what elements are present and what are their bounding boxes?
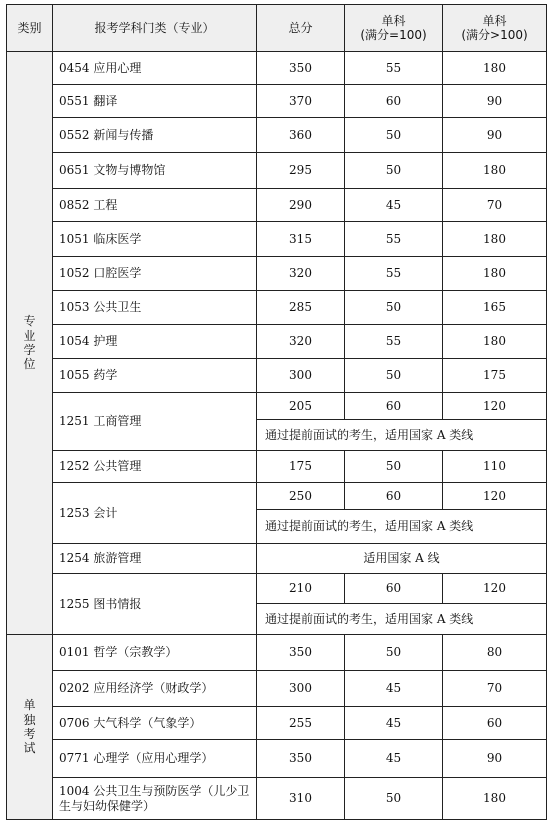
table-row bbox=[7, 707, 547, 740]
total-cell: 350 bbox=[257, 635, 345, 671]
single-gt100-cell: 180 bbox=[443, 52, 547, 85]
total-cell: 250 bbox=[257, 483, 345, 510]
category-char: 考 bbox=[23, 727, 36, 741]
header-single-le100 bbox=[345, 5, 443, 52]
single-le100-cell: 55 bbox=[345, 325, 443, 359]
table-row bbox=[7, 85, 547, 118]
major-cell: 1251 工商管理 bbox=[53, 393, 257, 451]
table-row bbox=[7, 189, 547, 222]
single-gt100-cell: 180 bbox=[443, 222, 547, 257]
note-cell: 通过提前面试的考生，适用国家 A 类线 bbox=[257, 510, 547, 544]
table-body bbox=[7, 52, 547, 820]
major-cell: 0454 应用心理 bbox=[53, 52, 257, 85]
single-gt100-cell: 120 bbox=[443, 574, 547, 604]
major-cell: 1055 药学 bbox=[53, 359, 257, 393]
category-cell bbox=[7, 52, 53, 635]
category-char: 试 bbox=[23, 741, 36, 756]
total-cell: 285 bbox=[257, 291, 345, 325]
header-total: 总分 bbox=[257, 5, 345, 52]
major-cell: 0651 文物与博物馆 bbox=[53, 153, 257, 189]
major-cell: 1052 口腔医学 bbox=[53, 257, 257, 291]
category-char: 位 bbox=[23, 357, 36, 372]
table-row bbox=[7, 359, 547, 393]
single-le100-cell: 60 bbox=[345, 483, 443, 510]
single-gt100-cell: 90 bbox=[443, 740, 547, 778]
note-cell: 通过提前面试的考生，适用国家 A 类线 bbox=[257, 604, 547, 635]
table-row bbox=[7, 153, 547, 189]
category-char: 业 bbox=[23, 328, 36, 343]
merged-note-cell: 适用国家 A 线 bbox=[257, 544, 547, 574]
category-char: 单 bbox=[23, 698, 36, 713]
single-le100-cell: 50 bbox=[345, 118, 443, 153]
single-le100-cell: 60 bbox=[345, 393, 443, 420]
table-row bbox=[7, 544, 547, 574]
major-cell: 0706 大气科学（气象学） bbox=[53, 707, 257, 740]
total-cell: 290 bbox=[257, 189, 345, 222]
table-row bbox=[7, 325, 547, 359]
header-single-gt100 bbox=[443, 5, 547, 52]
single-le100-cell: 50 bbox=[345, 635, 443, 671]
header-row bbox=[7, 5, 547, 52]
major-cell: 1051 临床医学 bbox=[53, 222, 257, 257]
single-le100-cell: 55 bbox=[345, 52, 443, 85]
major-cell: 1255 图书情报 bbox=[53, 574, 257, 635]
total-cell: 350 bbox=[257, 52, 345, 85]
total-cell: 360 bbox=[257, 118, 345, 153]
major-cell: 0202 应用经济学（财政学） bbox=[53, 671, 257, 707]
total-cell: 295 bbox=[257, 153, 345, 189]
major-cell: 1254 旅游管理 bbox=[53, 544, 257, 574]
category-cell bbox=[7, 635, 53, 820]
major-cell: 0852 工程 bbox=[53, 189, 257, 222]
single-le100-cell: 50 bbox=[345, 451, 443, 483]
major-cell: 1252 公共管理 bbox=[53, 451, 257, 483]
header-category: 类别 bbox=[7, 5, 53, 52]
header-single-gt100-line1: 单科 bbox=[482, 13, 507, 28]
single-le100-cell: 60 bbox=[345, 574, 443, 604]
total-cell: 320 bbox=[257, 257, 345, 291]
table-row bbox=[7, 118, 547, 153]
table-row bbox=[7, 257, 547, 291]
total-cell: 370 bbox=[257, 85, 345, 118]
single-gt100-cell: 120 bbox=[443, 483, 547, 510]
single-gt100-cell: 120 bbox=[443, 393, 547, 420]
single-le100-cell: 50 bbox=[345, 291, 443, 325]
total-cell: 300 bbox=[257, 359, 345, 393]
table-row bbox=[7, 483, 547, 510]
total-cell: 350 bbox=[257, 740, 345, 778]
single-gt100-cell: 60 bbox=[443, 707, 547, 740]
total-cell: 205 bbox=[257, 393, 345, 420]
total-cell: 310 bbox=[257, 778, 345, 820]
major-cell: 1253 会计 bbox=[53, 483, 257, 544]
table-row bbox=[7, 635, 547, 671]
major-cell: 0552 新闻与传播 bbox=[53, 118, 257, 153]
total-cell: 300 bbox=[257, 671, 345, 707]
single-le100-cell: 50 bbox=[345, 153, 443, 189]
single-le100-cell: 50 bbox=[345, 359, 443, 393]
table-row bbox=[7, 740, 547, 778]
total-cell: 315 bbox=[257, 222, 345, 257]
single-gt100-cell: 80 bbox=[443, 635, 547, 671]
major-cell: 0551 翻译 bbox=[53, 85, 257, 118]
single-le100-cell: 45 bbox=[345, 189, 443, 222]
header-major: 报考学科门类（专业） bbox=[53, 5, 257, 52]
header-single-le100-line1: 单科 bbox=[381, 13, 406, 28]
header-single-le100-line2: (满分=100) bbox=[360, 28, 427, 42]
table-row bbox=[7, 671, 547, 707]
major-cell: 1054 护理 bbox=[53, 325, 257, 359]
single-gt100-cell: 180 bbox=[443, 257, 547, 291]
single-le100-cell: 55 bbox=[345, 257, 443, 291]
total-cell: 175 bbox=[257, 451, 345, 483]
header-single-gt100-line2: (满分>100) bbox=[461, 28, 528, 42]
category-char: 专 bbox=[23, 314, 36, 329]
score-line-table bbox=[6, 4, 547, 820]
single-gt100-cell: 90 bbox=[443, 85, 547, 118]
total-cell: 255 bbox=[257, 707, 345, 740]
table-row bbox=[7, 291, 547, 325]
total-cell: 320 bbox=[257, 325, 345, 359]
major-cell: 0101 哲学（宗教学） bbox=[53, 635, 257, 671]
single-gt100-cell: 180 bbox=[443, 778, 547, 820]
table-row bbox=[7, 778, 547, 820]
single-le100-cell: 45 bbox=[345, 707, 443, 740]
table-row bbox=[7, 451, 547, 483]
single-le100-cell: 55 bbox=[345, 222, 443, 257]
table-row bbox=[7, 393, 547, 420]
single-gt100-cell: 110 bbox=[443, 451, 547, 483]
note-cell: 通过提前面试的考生，适用国家 A 类线 bbox=[257, 420, 547, 451]
total-cell: 210 bbox=[257, 574, 345, 604]
single-gt100-cell: 70 bbox=[443, 671, 547, 707]
major-cell: 1053 公共卫生 bbox=[53, 291, 257, 325]
category-char: 学 bbox=[23, 343, 36, 357]
single-le100-cell: 45 bbox=[345, 740, 443, 778]
single-le100-cell: 50 bbox=[345, 778, 443, 820]
category-char: 独 bbox=[23, 712, 36, 727]
table-row bbox=[7, 574, 547, 604]
major-cell: 0771 心理学（应用心理学） bbox=[53, 740, 257, 778]
table-row bbox=[7, 52, 547, 85]
single-gt100-cell: 165 bbox=[443, 291, 547, 325]
major-cell: 1004 公共卫生与预防医学（儿少卫生与妇幼保健学） bbox=[53, 778, 257, 820]
single-gt100-cell: 70 bbox=[443, 189, 547, 222]
table-row bbox=[7, 222, 547, 257]
single-gt100-cell: 90 bbox=[443, 118, 547, 153]
single-gt100-cell: 180 bbox=[443, 325, 547, 359]
single-gt100-cell: 175 bbox=[443, 359, 547, 393]
single-gt100-cell: 180 bbox=[443, 153, 547, 189]
single-le100-cell: 45 bbox=[345, 671, 443, 707]
single-le100-cell: 60 bbox=[345, 85, 443, 118]
